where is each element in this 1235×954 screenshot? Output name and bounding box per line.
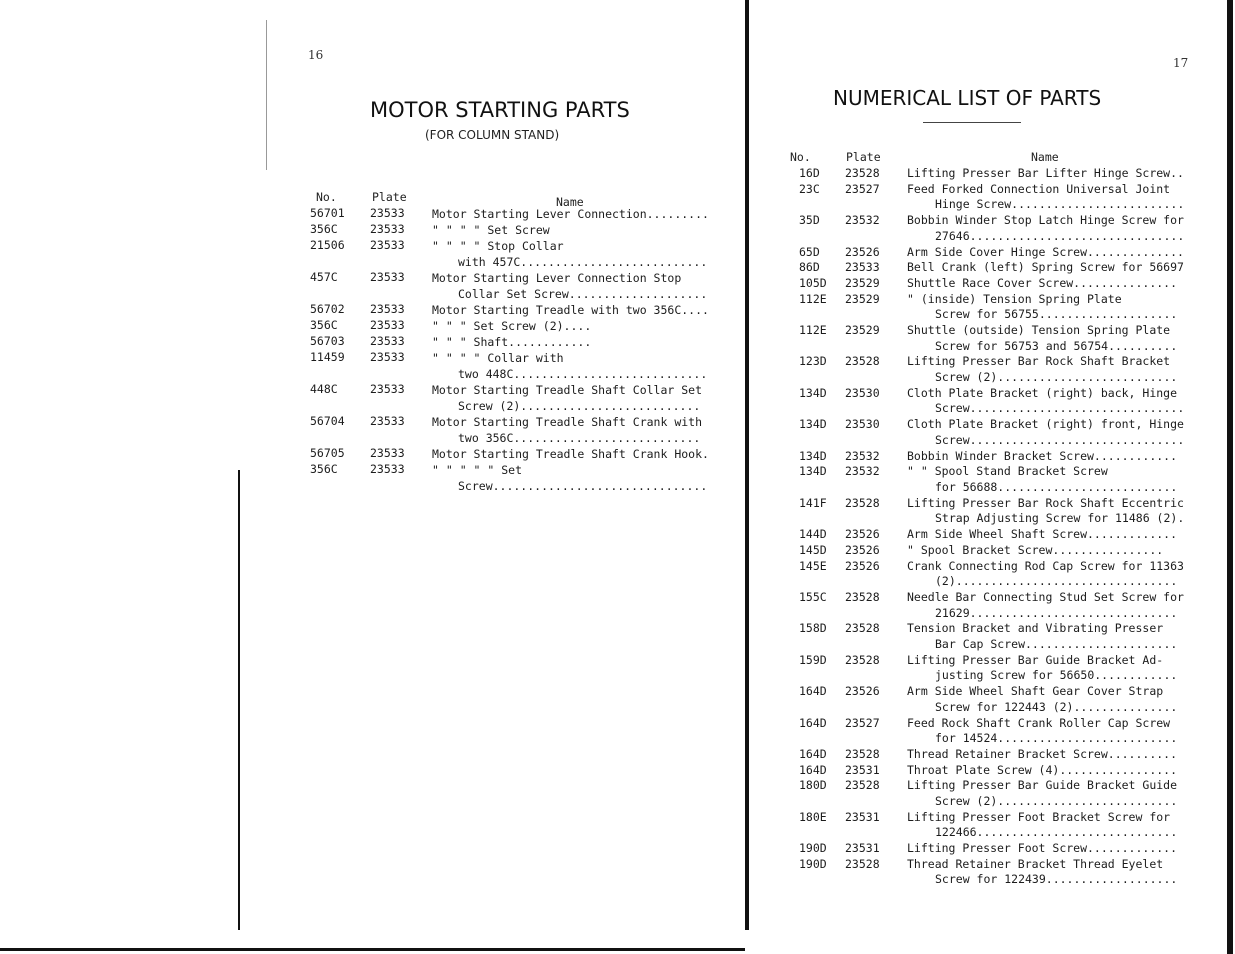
part-name-line: Arm Side Wheel Shaft Screw............. — [907, 527, 1178, 542]
part-name-line: Bobbin Winder Bracket Screw............ — [907, 448, 1178, 463]
part-name — [907, 417, 1189, 448]
part-name-line: Motor Starting Lever Connection......... — [432, 207, 709, 221]
part-number: 56702 — [310, 302, 345, 316]
plate-number: 23528 — [845, 495, 880, 510]
part-name — [907, 260, 1189, 276]
part-number: 134D — [799, 464, 827, 479]
part-name-line: Screw............................... — [935, 432, 1185, 447]
column-header-plate: Plate — [372, 190, 407, 204]
part-name — [907, 449, 1189, 465]
part-name-line: Cloth Plate Bracket (right) front, Hinge — [907, 417, 1184, 432]
part-name-line: Bell Crank (left) Spring Screw for 56697 — [907, 260, 1184, 275]
part-name — [907, 182, 1189, 213]
plate-number: 23530 — [845, 385, 880, 400]
plate-number: 23531 — [845, 841, 880, 856]
part-name-line: two 356C........................... — [458, 431, 701, 445]
part-name — [907, 245, 1189, 261]
page-title: MOTOR STARTING PARTS — [370, 98, 630, 122]
part-name — [907, 354, 1189, 385]
part-name — [907, 590, 1189, 621]
part-name-line: " " " " Set Screw — [432, 223, 550, 237]
part-number: 448C — [310, 382, 338, 396]
left-margin-line-top — [266, 20, 267, 170]
plate-number: 23533 — [370, 302, 405, 316]
part-name — [907, 543, 1189, 559]
plate-number: 23528 — [845, 652, 880, 667]
plate-number: 23526 — [845, 244, 880, 259]
part-name — [432, 270, 710, 302]
page-title: NUMERICAL LIST OF PARTS — [833, 86, 1102, 110]
plate-number: 23532 — [845, 448, 880, 463]
plate-number: 23527 — [845, 715, 880, 730]
part-name — [907, 213, 1189, 244]
part-name-line: " Spool Bracket Screw................ — [907, 542, 1164, 557]
plate-number: 23529 — [845, 323, 880, 337]
part-name — [432, 462, 710, 494]
part-number: 56701 — [310, 206, 345, 220]
part-name — [907, 653, 1189, 684]
part-name-line: justing Screw for 56650............ — [935, 668, 1178, 683]
part-name — [432, 382, 710, 414]
plate-number: 23528 — [845, 856, 880, 871]
part-name — [907, 778, 1189, 809]
part-number: 134D — [799, 448, 827, 463]
part-number: 112E — [799, 323, 827, 337]
plate-number: 23533 — [370, 462, 405, 476]
part-name-line: Thread Retainer Bracket Thread Eyelet — [907, 856, 1164, 871]
part-number: 164D — [799, 762, 827, 777]
part-number: 56703 — [310, 334, 345, 348]
column-header-plate: Plate — [846, 150, 881, 164]
part-name — [432, 302, 710, 318]
plate-number: 23526 — [845, 684, 880, 699]
part-number: 145E — [799, 558, 827, 573]
part-name-line: Motor Starting Treadle Shaft Collar Set — [432, 383, 703, 397]
plate-number: 23526 — [845, 542, 880, 557]
part-number: 11459 — [310, 350, 345, 364]
part-name-line: Screw for 56753 and 56754.......... — [935, 338, 1178, 353]
part-name — [907, 763, 1189, 779]
plate-number: 23533 — [370, 206, 405, 220]
part-name — [907, 323, 1189, 354]
plate-number: 23533 — [370, 238, 405, 252]
part-name-line: (2)................................ — [935, 574, 1178, 589]
part-name — [907, 464, 1189, 495]
part-name-line: Screw (2).......................... — [935, 793, 1178, 808]
part-name-line: Motor Starting Treadle Shaft Crank Hook. — [432, 447, 709, 461]
part-name — [907, 684, 1189, 715]
column-header-name: Name — [556, 195, 584, 209]
part-name — [907, 527, 1189, 543]
plate-number: 23526 — [845, 527, 880, 542]
part-number: 105D — [799, 275, 827, 290]
part-name-line: Thread Retainer Bracket Screw.......... — [907, 746, 1178, 761]
part-number: 56705 — [310, 446, 345, 460]
column-header-no: No. — [790, 150, 811, 164]
part-name — [907, 166, 1189, 182]
part-name-line: Lifting Presser Bar Rock Shaft Eccentric — [907, 495, 1184, 510]
part-number: 21506 — [310, 238, 345, 252]
part-name-line: Arm Side Cover Hinge Screw.............. — [907, 244, 1184, 259]
plate-number: 23528 — [845, 746, 880, 761]
part-name-line: " " Spool Stand Bracket Screw — [907, 464, 1108, 479]
page-subtitle: (FOR COLUMN STAND) — [425, 128, 560, 142]
plate-number: 23528 — [845, 354, 880, 369]
part-number: 190D — [799, 856, 827, 871]
part-name-line: " " " Shaft............ — [432, 335, 592, 349]
part-name-line: Screw............................... — [458, 479, 708, 493]
plate-number: 23529 — [845, 275, 880, 290]
plate-number: 23533 — [370, 382, 405, 396]
part-name — [432, 446, 710, 462]
part-name-line: " " " " Collar with — [432, 351, 564, 365]
title-underline — [923, 122, 1021, 123]
plate-number: 23531 — [845, 809, 880, 824]
plate-number: 23527 — [845, 181, 880, 196]
part-number: 190D — [799, 841, 827, 856]
part-number: 356C — [310, 462, 338, 476]
part-name-line: 21629.............................. — [935, 605, 1178, 620]
part-name-line: Motor Starting Treadle Shaft Crank with — [432, 415, 703, 429]
plate-number: 23530 — [845, 417, 880, 432]
part-name — [432, 206, 710, 222]
part-name — [432, 350, 710, 382]
column-header-no: No. — [316, 190, 337, 204]
part-number: 158D — [799, 621, 827, 636]
plate-number: 23533 — [845, 260, 880, 275]
part-name-line: Lifting Presser Bar Lifter Hinge Screw.. — [907, 166, 1184, 180]
part-name-line: Shuttle Race Cover Screw............... — [907, 275, 1178, 290]
plate-number: 23532 — [845, 213, 880, 228]
part-number: 86D — [799, 260, 820, 275]
part-number: 16D — [799, 166, 820, 180]
part-name-line: Lifting Presser Bar Guide Bracket Ad- — [907, 652, 1164, 667]
plate-number: 23533 — [370, 334, 405, 348]
plate-number: 23533 — [370, 446, 405, 460]
part-number: 159D — [799, 652, 827, 667]
part-name — [432, 238, 710, 270]
plate-number: 23533 — [370, 350, 405, 364]
plate-number: 23533 — [370, 318, 405, 332]
column-header-name: Name — [1031, 150, 1059, 164]
part-name-line: Shuttle (outside) Tension Spring Plate — [907, 323, 1171, 337]
page-number: 16 — [308, 48, 324, 62]
part-number: 134D — [799, 417, 827, 432]
part-name-line: two 448C............................ — [458, 367, 708, 381]
part-name-line: " " " Set Screw (2).... — [432, 319, 592, 333]
part-number: 56704 — [310, 414, 345, 428]
part-name-line: Screw for 122443 (2)............... — [935, 699, 1178, 714]
part-name-line: for 14524.......................... — [935, 731, 1178, 746]
right-edge-line — [1227, 0, 1233, 954]
part-number: 23C — [799, 181, 820, 196]
part-number: 35D — [799, 213, 820, 228]
part-name — [907, 559, 1189, 590]
part-number: 65D — [799, 244, 820, 259]
part-name-line: Bar Cap Screw...................... — [935, 636, 1178, 651]
plate-number: 23531 — [845, 762, 880, 777]
part-name-line: Screw for 122439................... — [935, 872, 1178, 887]
plate-number: 23526 — [845, 558, 880, 573]
part-name-line: Arm Side Wheel Shaft Gear Cover Strap — [907, 684, 1164, 699]
part-name-line: Strap Adjusting Screw for 11486 (2). — [935, 511, 1185, 526]
part-name-line: 122466............................. — [935, 825, 1178, 840]
plate-number: 23528 — [845, 778, 880, 793]
part-name-line: Collar Set Screw.................... — [458, 287, 708, 301]
plate-number: 23528 — [845, 166, 880, 180]
part-name-line: Bobbin Winder Stop Latch Hinge Screw for — [907, 213, 1184, 228]
part-name-line: Cloth Plate Bracket (right) back, Hinge — [907, 385, 1178, 400]
part-name-line: Lifting Presser Bar Rock Shaft Bracket — [907, 354, 1171, 369]
part-name-line: for 56688.......................... — [935, 479, 1178, 494]
part-name — [907, 810, 1189, 841]
part-name-line: " " " " " Set — [432, 463, 523, 477]
part-name — [907, 386, 1189, 417]
part-name-line: Feed Rock Shaft Crank Roller Cap Screw — [907, 715, 1171, 730]
part-name-line: Needle Bar Connecting Stud Set Screw for — [907, 589, 1184, 604]
part-number: 155C — [799, 589, 827, 604]
part-name — [907, 276, 1189, 292]
part-number: 145D — [799, 542, 827, 557]
part-name — [907, 292, 1189, 323]
plate-number: 23528 — [845, 589, 880, 604]
left-margin-line — [238, 470, 240, 930]
part-name-line: Screw for 56755.................... — [935, 307, 1178, 322]
part-name — [432, 318, 710, 334]
part-name — [432, 334, 710, 350]
part-name-line: 27646............................... — [935, 228, 1185, 243]
part-number: 356C — [310, 318, 338, 332]
part-number: 180D — [799, 778, 827, 793]
bottom-edge-line — [0, 948, 745, 951]
part-name-line: Feed Forked Connection Universal Joint — [907, 181, 1171, 196]
part-name-line: Lifting Presser Foot Bracket Screw for — [907, 809, 1171, 824]
right-page — [749, 0, 1235, 954]
part-number: 134D — [799, 385, 827, 400]
part-number: 164D — [799, 715, 827, 730]
part-name — [907, 621, 1189, 652]
part-name-line: with 457C........................... — [458, 255, 708, 269]
part-name — [907, 747, 1189, 763]
part-number: 112E — [799, 291, 827, 306]
part-number: 457C — [310, 270, 338, 284]
part-name-line: Lifting Presser Bar Guide Bracket Guide — [907, 778, 1178, 793]
part-name-line: Tension Bracket and Vibrating Presser — [907, 621, 1164, 636]
part-name — [907, 841, 1189, 857]
part-name-line: Screw (2).......................... — [458, 399, 701, 413]
part-name-line: Lifting Presser Foot Screw............. — [907, 841, 1178, 856]
part-number: 180E — [799, 809, 827, 824]
part-name — [907, 496, 1189, 527]
part-name-line: " " " " Stop Collar — [432, 239, 564, 253]
part-name-line: Screw (2).......................... — [935, 370, 1178, 385]
part-name — [907, 857, 1189, 888]
page-number: 17 — [1173, 56, 1189, 70]
part-name — [432, 222, 710, 238]
part-number: 141F — [799, 495, 827, 510]
part-number: 123D — [799, 354, 827, 369]
part-number: 356C — [310, 222, 338, 236]
part-name-line: Motor Starting Treadle with two 356C.... — [432, 303, 709, 317]
part-name-line: Hinge Screw......................... — [935, 197, 1185, 212]
part-name-line: " (inside) Tension Spring Plate — [907, 291, 1122, 306]
part-number: 164D — [799, 684, 827, 699]
part-name-line: Motor Starting Lever Connection Stop — [432, 271, 682, 285]
part-name — [432, 414, 710, 446]
part-number: 164D — [799, 746, 827, 761]
part-name — [907, 716, 1189, 747]
part-name-line: Throat Plate Screw (4)................. — [907, 762, 1178, 777]
part-name-line: Crank Connecting Rod Cap Screw for 11363 — [907, 558, 1184, 573]
plate-number: 23533 — [370, 270, 405, 284]
plate-number: 23533 — [370, 222, 405, 236]
part-name-line: Screw............................... — [935, 401, 1185, 416]
plate-number: 23528 — [845, 621, 880, 636]
plate-number: 23533 — [370, 414, 405, 428]
plate-number: 23529 — [845, 291, 880, 306]
plate-number: 23532 — [845, 464, 880, 479]
part-number: 144D — [799, 527, 827, 542]
